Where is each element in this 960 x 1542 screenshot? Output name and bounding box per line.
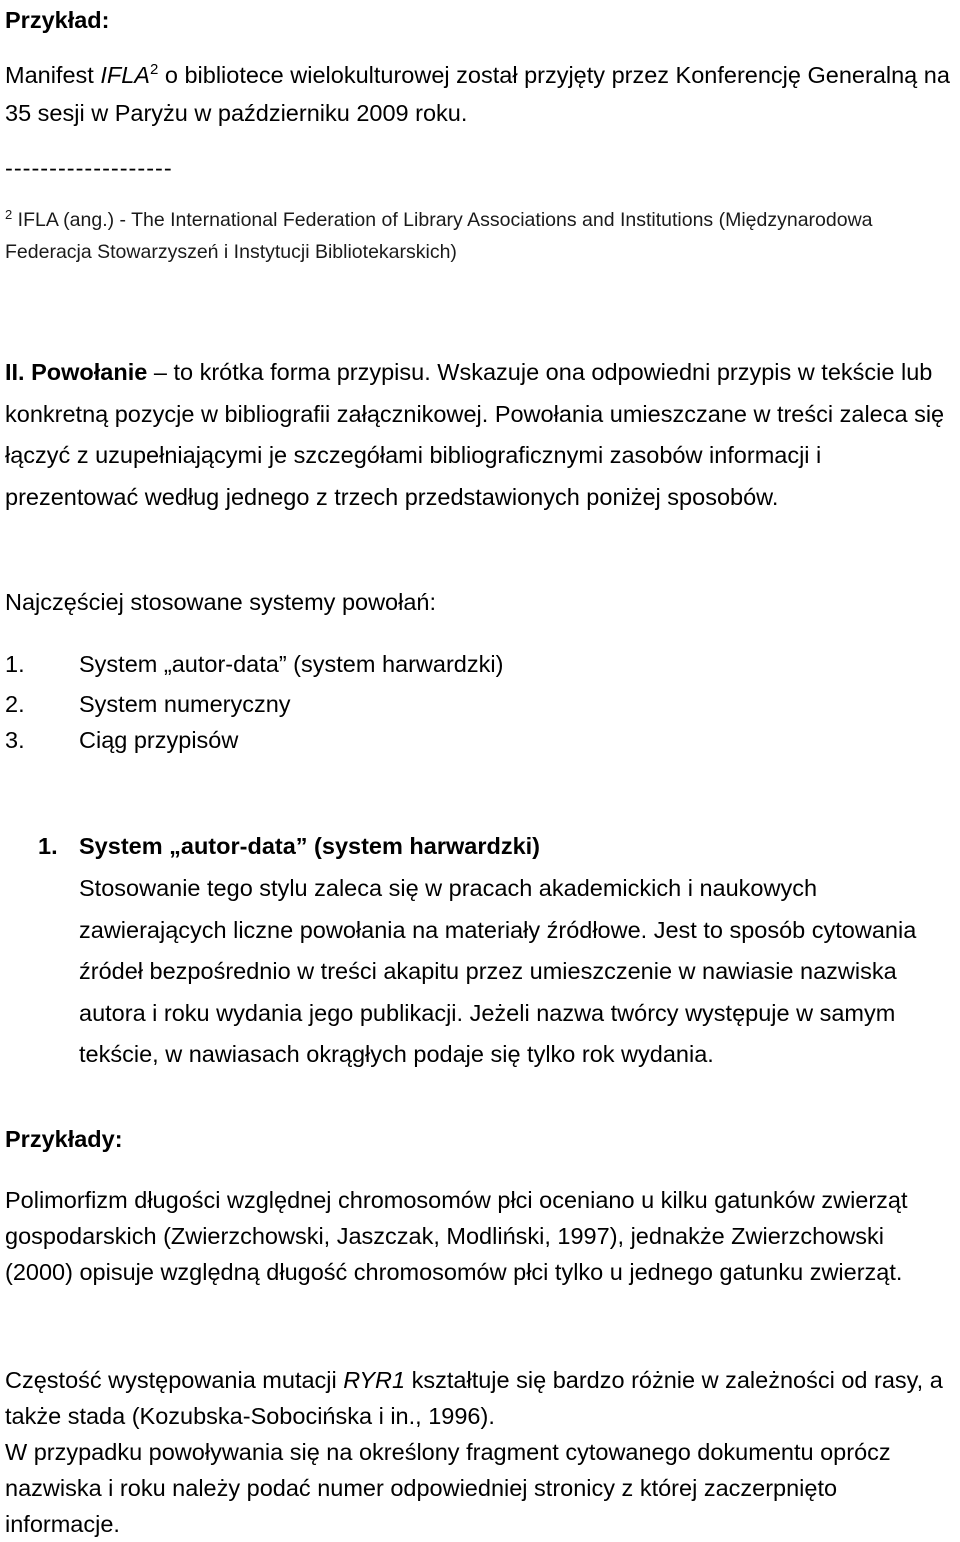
example-2-text-start: Częstość występowania mutacji: [5, 1367, 344, 1393]
section-body: Stosowanie tego stylu zaleca się w pracach akademickich i naukowych zawierających liczne powołania na materiały źródłowe. Jest to sposób cytowania źródeł bezpośrednio w treści akapitu przez umieszczenie w nawiasie nazwiska autora i roku wydania jego publikacji. Jeżeli nazwa twórcy występuje w samym tekście, w nawiasach okrągłych podaje się tylko rok wydania.: [79, 875, 917, 1067]
manifest-text-start: Manifest: [5, 62, 101, 88]
fragment-note-paragraph: W przypadku powoływania się na określony fragment cytowanego dokumentu oprócz nazwiska i roku należy podać numer odpowiedniej stronicy z której zaczerpnięto informacje.: [5, 1439, 891, 1537]
example-paragraph-2: [5, 1362, 957, 1434]
footnote-text: IFLA (ang.) - The International Federation of Library Associations and Institutions (Międzynarodowa Federacja Stowarzyszeń i Instytucji Bibliotekarskich): [5, 209, 873, 263]
footnote-number: 2: [5, 207, 13, 222]
list-item-label: Ciąg przypisów: [79, 727, 239, 753]
systems-intro: Najczęściej stosowane systemy powołań:: [5, 589, 437, 615]
powolanie-term: II. Powołanie: [5, 359, 148, 385]
gene-name: RYR1: [343, 1367, 406, 1393]
powolanie-definition: – to krótka forma przypisu. Wskazuje ona odpowiedni przypis w tekście lub konkretną pozycje w bibliografii załącznikowej. Powołania umieszczane w treści zaleca się łączyć z uzupełniającymi je szczegółami bibliograficznymi zasobów informacji i prezentować według jednego z trzech przedstawionych poniżej sposobów.: [5, 359, 945, 510]
manifest-text-end: o bibliotece wielokulturowej został przyjęty przez Konferencję Generalną na 35 sesji w Paryżu w październiku 2009 roku.: [5, 62, 950, 126]
ifla-abbreviation: IFLA: [100, 62, 150, 88]
example-2-text-end: kształtuje się bardzo różnie w zależności od rasy, a także stada (Kozubska-Sobocińska i in., 1996).: [5, 1367, 943, 1429]
list-item-number: 1.: [5, 651, 25, 677]
section-number: 1.: [38, 833, 58, 859]
example-paragraph-1: Polimorfizm długości względnej chromosomów płci oceniano u kilku gatunków zwierząt gospodarskich (Zwierzchowski, Jaszczak, Modliński, 1997), jednakże Zwierzchowski (2000) opisuje względną długość chromosomów płci tylko u jednego gatunku zwierząt.: [5, 1187, 908, 1285]
manifest-paragraph: [5, 56, 957, 132]
list-item-label: System „autor-data” (system harwardzki): [79, 651, 504, 677]
list-item-label: System numeryczny: [79, 691, 291, 717]
list-item-number: 2.: [5, 691, 25, 717]
footnote-separator: -------------------: [5, 155, 173, 181]
section-title: System „autor-data” (system harwardzki): [79, 833, 541, 859]
examples-label: Przykłady:: [5, 1126, 123, 1152]
powolanie-paragraph: [5, 352, 957, 518]
footnote: [5, 204, 957, 268]
list-item-number: 3.: [5, 727, 25, 753]
example-label: Przykład:: [5, 7, 110, 33]
footnote-marker: 2: [149, 61, 159, 78]
